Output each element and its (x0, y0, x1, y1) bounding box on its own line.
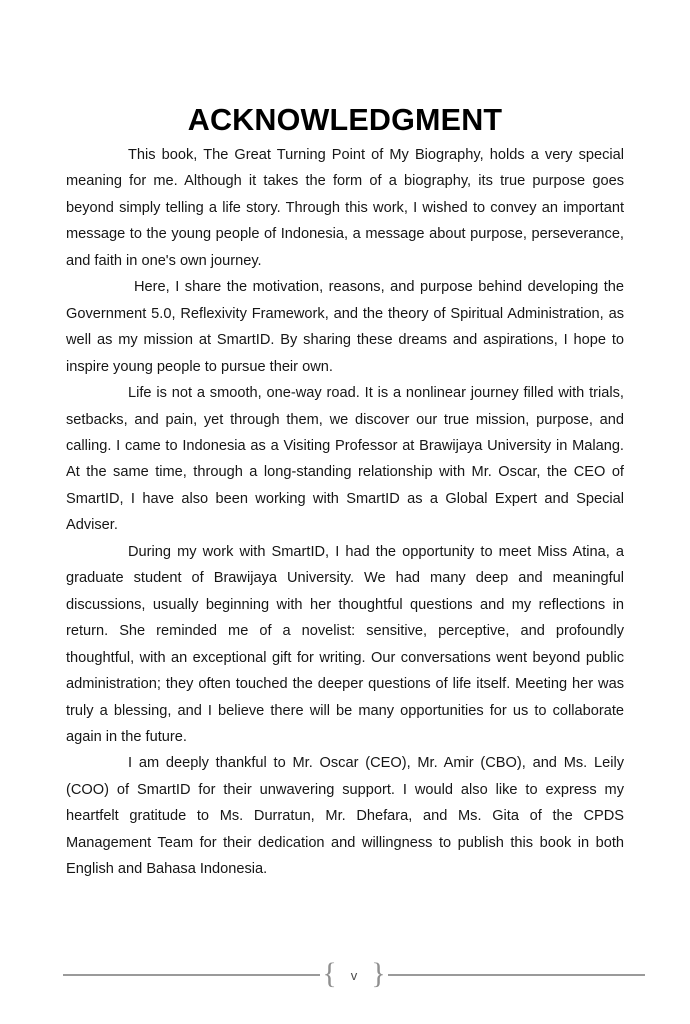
paragraph-4: During my work with SmartID, I had the opportunity to meet Miss Atina, a graduate student of Brawijaya University. We had many deep and meaningful discussions, usually beginning with her thoughtful questions and my reflections in return. She reminded me of a novelist: sensitive, perceptive, and profoundly thoughtful, with an exceptional gift for writing. Our conversations went beyond public administration; they often touched the deeper questions of life itself. Meeting her was truly a blessing, and I believe there will be many opportunities for us to collaborate again in the future. (66, 543, 624, 745)
paragraph-5: I am deeply thankful to Mr. Oscar (CEO), Mr. Amir (CBO), and Ms. Leily (COO) of SmartID for their unwavering support. I would also like to express my heartfelt gratitude to Ms. Durratun, Mr. Dhefara, and Ms. Gita of the CPDS Management Team for their dedication and willingness to publish this book in both English and Bahasa Indonesia. (66, 755, 624, 878)
document-body (66, 142, 624, 883)
paragraph-1: This book, The Great Turning Point of My Biography, holds a very special meaning for me. Although it takes the form of a biography, its true purpose goes beyond simply telling a life story. Through this work, I wished to convey an important message to the young people of Indonesia, a message about purpose, perseverance, and faith in one's own journey. (66, 147, 624, 269)
footer-rule-left (63, 974, 320, 976)
brace-right-icon: } (371, 957, 386, 990)
paragraph-2: Here, I share the motivation, reasons, and purpose behind developing the Government 5.0, Reflexivity Framework, and the theory of Spiritual Administration, as well as my mission at SmartID. By sharing these dreams and aspirations, I hope to inspire young people to pursue their own. (66, 279, 624, 375)
page-number: v (350, 967, 358, 983)
brace-left-icon: { (322, 957, 337, 990)
paragraph-3: Life is not a smooth, one-way road. It is a nonlinear journey filled with trials, setbacks, and pain, yet through them, we discover our true mission, purpose, and calling. I came to Indonesia as a Visiting Professor at Brawijaya University in Malang. At the same time, through a long-standing relationship with Mr. Oscar, the CEO of SmartID, I have also been working with SmartID as a Global Expert and Special Adviser. (66, 385, 624, 534)
footer-rule-right (388, 974, 645, 976)
page-number-group (320, 957, 387, 990)
page-title: ACKNOWLEDGMENT (187, 103, 503, 138)
page-footer (63, 958, 645, 992)
